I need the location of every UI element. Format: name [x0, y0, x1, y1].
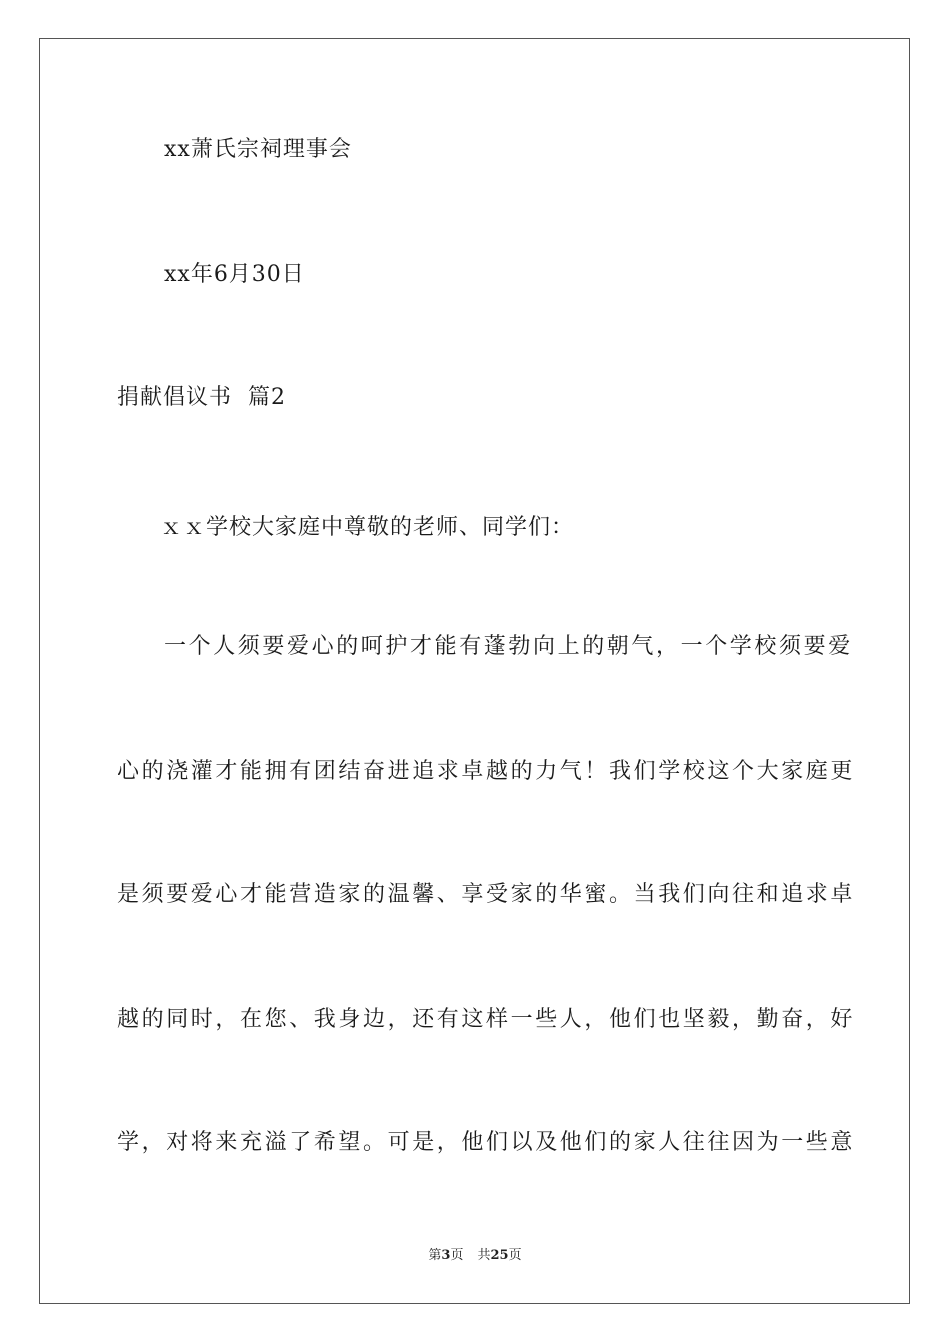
- signature-organization: xx萧氏宗祠理事会: [164, 137, 352, 162]
- footer-page-number: 3: [441, 1248, 451, 1263]
- footer-page-suffix: 页: [450, 1248, 464, 1263]
- body-line-4: 越的同时，在您、我身边，还有这样一些人，他们也坚毅，勤奋，好: [117, 1007, 856, 1032]
- footer-total-prefix: 共: [477, 1248, 491, 1263]
- signature-date: xx年6月30日: [164, 262, 305, 287]
- body-line-3: 是须要爱心才能营造家的温馨、享受家的华蜜。当我们向往和追求卓: [117, 882, 856, 907]
- page-footer: [0, 1247, 950, 1265]
- page-border: [39, 38, 910, 1304]
- salutation: ｘｘ学校大家庭中尊敬的老师、同学们：: [160, 515, 575, 540]
- section-title: 捐献倡议书 篇2: [117, 385, 286, 410]
- footer-total-suffix: 页: [508, 1248, 522, 1263]
- body-line-2: 心的浇灌才能拥有团结奋进追求卓越的力气！我们学校这个大家庭更: [117, 759, 856, 784]
- body-line-1: 一个人须要爱心的呵护才能有蓬勃向上的朝气，一个学校须要爱: [164, 634, 853, 659]
- body-line-5: 学，对将来充溢了希望。可是，他们以及他们的家人往往因为一些意: [117, 1130, 856, 1155]
- footer-total-pages: 25: [490, 1248, 509, 1263]
- footer-page-prefix: 第: [428, 1248, 442, 1263]
